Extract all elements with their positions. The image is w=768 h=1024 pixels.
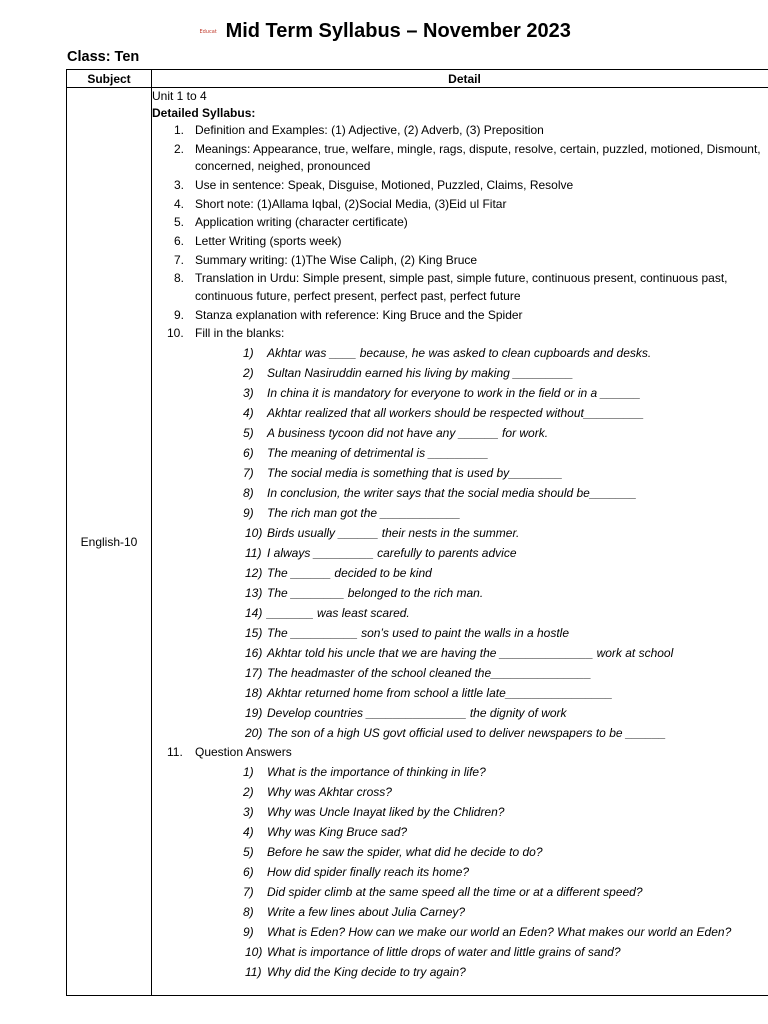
question-number: 5) (243, 844, 254, 859)
blank-item (195, 383, 768, 403)
question-item (195, 782, 768, 802)
blank-text: Akhtar realized that all workers should be respected without_________ (267, 405, 644, 420)
list-item (152, 270, 768, 305)
question-text: Why was King Bruce sad? (267, 824, 408, 839)
item-number: 9. (174, 307, 185, 322)
blank-item (195, 643, 768, 663)
blank-number: 8) (243, 485, 254, 500)
question-item (195, 762, 768, 782)
question-number: 1) (243, 764, 254, 779)
question-text: What is importance of little drops of water and little grains of sand? (267, 944, 621, 959)
page-header (0, 20, 768, 43)
list-item (152, 744, 768, 982)
unit-range: Unit 1 to 4 (152, 89, 207, 103)
blank-item (195, 703, 768, 723)
blank-number: 3) (243, 385, 254, 400)
detail-column-header: Detail (152, 70, 768, 88)
school-logo: Educat (199, 28, 217, 35)
class-label: Class: Ten (67, 49, 140, 65)
list-item (152, 325, 768, 743)
subject-column-header: Subject (67, 70, 152, 88)
question-number: 7) (243, 884, 254, 899)
item-number: 2. (174, 141, 185, 156)
blank-text: In china it is mandatory for everyone to work in the field or in a ______ (267, 385, 641, 400)
question-text: Why was Akhtar cross? (267, 784, 392, 799)
blank-text: The __________ son’s used to paint the walls in a hostle (267, 625, 569, 640)
item-number: 1. (174, 123, 185, 137)
blank-number: 15) (245, 625, 263, 640)
list-item (152, 307, 768, 325)
question-number: 6) (243, 864, 254, 879)
item-number: 5. (174, 215, 185, 230)
blank-number: 18) (245, 685, 263, 700)
blank-text: The rich man got the ____________ (267, 505, 461, 520)
item-text: Question Answers (195, 745, 292, 760)
blank-item (195, 343, 768, 363)
blank-text: Akhtar told his uncle that we are having the ______________ work at school (267, 645, 674, 660)
question-text: What is Eden? How can we make our world an Eden? What makes our world an Eden? (267, 924, 732, 939)
blank-item (195, 663, 768, 683)
question-item (195, 942, 768, 962)
blank-number: 7) (243, 465, 254, 480)
item-text: Summary writing: (1)The Wise Caliph, (2) King Bruce (195, 252, 478, 267)
blank-item (195, 543, 768, 563)
blank-text: Akhtar was ____ because, he was asked to clean cupboards and desks. (267, 345, 652, 360)
question-number: 2) (243, 784, 254, 799)
blank-text: A business tycoon did not have any ______ for work. (267, 425, 549, 440)
blank-number: 12) (245, 565, 263, 580)
list-item (152, 177, 768, 195)
blank-item (195, 423, 768, 443)
blank-number: 4) (243, 405, 254, 420)
question-text: Write a few lines about Julia Carney? (267, 904, 466, 919)
item-text: Stanza explanation with reference: King Bruce and the Spider (195, 307, 523, 322)
question-text: Before he saw the spider, what did he decide to do? (267, 844, 543, 859)
blank-number: 6) (243, 445, 254, 460)
blank-number: 17) (245, 665, 263, 680)
list-item (152, 252, 768, 270)
question-item (195, 882, 768, 902)
blank-item (195, 523, 768, 543)
blank-number: 1) (243, 345, 254, 360)
blank-text: In conclusion, the writer says that the social media should be_______ (267, 485, 637, 500)
fill-in-blanks-list (195, 343, 768, 743)
blank-item (195, 603, 768, 623)
question-answers-list (195, 762, 768, 982)
blank-item (195, 563, 768, 583)
question-item (195, 862, 768, 882)
item-text: Definition and Examples: (1) Adjective, (2) Adverb, (3) Preposition (195, 123, 544, 137)
syllabus-list (152, 122, 768, 982)
subject-cell: English-10 (67, 88, 152, 996)
item-text: Letter Writing (sports week) (195, 234, 342, 249)
blank-item (195, 363, 768, 383)
item-text: Translation in Urdu: Simple present, simple past, simple future, continuous present, continuous past, continuous future, perfect present, perfect past, perfect future (195, 271, 728, 303)
blank-number: 9) (243, 505, 254, 520)
item-number: 11. (167, 745, 183, 760)
question-item (195, 902, 768, 922)
blank-number: 19) (245, 705, 263, 720)
blank-number: 14) (245, 605, 263, 620)
question-item (195, 962, 768, 982)
question-number: 4) (243, 824, 254, 839)
item-text: Use in sentence: Speak, Disguise, Motioned, Puzzled, Claims, Resolve (195, 177, 574, 192)
item-text: Meanings: Appearance, true, welfare, mingle, rags, dispute, resolve, certain, puzzled, motioned, Dismount, concerned, neighed, pronounced (195, 141, 761, 174)
blank-text: The ________ belonged to the rich man. (267, 585, 484, 600)
blank-text: The headmaster of the school cleaned the_______________ (267, 665, 592, 680)
question-item (195, 802, 768, 822)
syllabus-table (66, 69, 768, 996)
blank-item (195, 403, 768, 423)
blank-text: Birds usually ______ their nests in the summer. (267, 525, 520, 540)
question-number: 10) (245, 944, 263, 959)
question-item (195, 822, 768, 842)
question-text: Did spider climb at the same speed all the time or at a different speed? (267, 884, 643, 899)
blank-number: 16) (245, 645, 263, 660)
item-number: 10. (167, 326, 184, 341)
item-text: Short note: (1)Allama Iqbal, (2)Social Media, (3)Eid ul Fitar (195, 196, 507, 211)
question-number: 8) (243, 904, 254, 919)
item-number: 6. (174, 234, 185, 249)
question-number: 9) (243, 924, 254, 939)
blank-text: Akhtar returned home from school a little late________________ (267, 685, 613, 700)
blank-item (195, 463, 768, 483)
blank-number: 5) (243, 425, 254, 440)
item-number: 7. (174, 252, 185, 267)
blank-item (195, 443, 768, 463)
blank-item (195, 583, 768, 603)
list-item (152, 141, 768, 176)
list-item (152, 233, 768, 251)
question-text: Why did the King decide to try again? (267, 964, 466, 979)
question-text: How did spider finally reach its home? (267, 864, 470, 879)
blank-item (195, 503, 768, 523)
detailed-syllabus-heading: Detailed Syllabus: (152, 106, 256, 120)
table-header-row (67, 70, 768, 88)
question-number: 11) (245, 964, 262, 979)
question-text: What is the importance of thinking in life? (267, 764, 486, 779)
blank-number: 20) (245, 725, 263, 740)
blank-item (195, 723, 768, 743)
table-row (67, 88, 768, 996)
blank-item (195, 623, 768, 643)
question-item (195, 922, 768, 942)
item-text: Fill in the blanks: (195, 326, 285, 341)
blank-text: I always _________ carefully to parents advice (267, 545, 517, 560)
blank-text: The son of a high US govt official used to deliver newspapers to be ______ (267, 725, 666, 740)
question-item (195, 842, 768, 862)
blank-text: _______ was least scared. (267, 605, 410, 620)
blank-number: 13) (245, 585, 263, 600)
blank-item (195, 683, 768, 703)
blank-text: The ______ decided to be kind (267, 565, 432, 580)
question-text: Why was Uncle Inayat liked by the Chlidren? (267, 804, 505, 819)
blank-text: The meaning of detrimental is _________ (267, 445, 489, 460)
blank-text: The social media is something that is used by________ (267, 465, 563, 480)
item-text: Application writing (character certificate) (195, 215, 408, 230)
question-number: 3) (243, 804, 254, 819)
blank-text: Sultan Nasiruddin earned his living by making _________ (267, 365, 574, 380)
blank-number: 2) (243, 365, 254, 380)
blank-text: Develop countries _______________ the dignity of work (267, 705, 567, 720)
list-item (152, 196, 768, 214)
blank-number: 10) (245, 525, 263, 540)
blank-item (195, 483, 768, 503)
detail-cell (152, 88, 768, 996)
blank-number: 11) (245, 545, 262, 560)
item-number: 4. (174, 196, 185, 211)
item-number: 8. (174, 271, 185, 286)
list-item (152, 214, 768, 232)
page-title: Mid Term Syllabus – November 2023 (225, 20, 571, 42)
item-number: 3. (174, 177, 185, 192)
list-item (152, 122, 768, 140)
